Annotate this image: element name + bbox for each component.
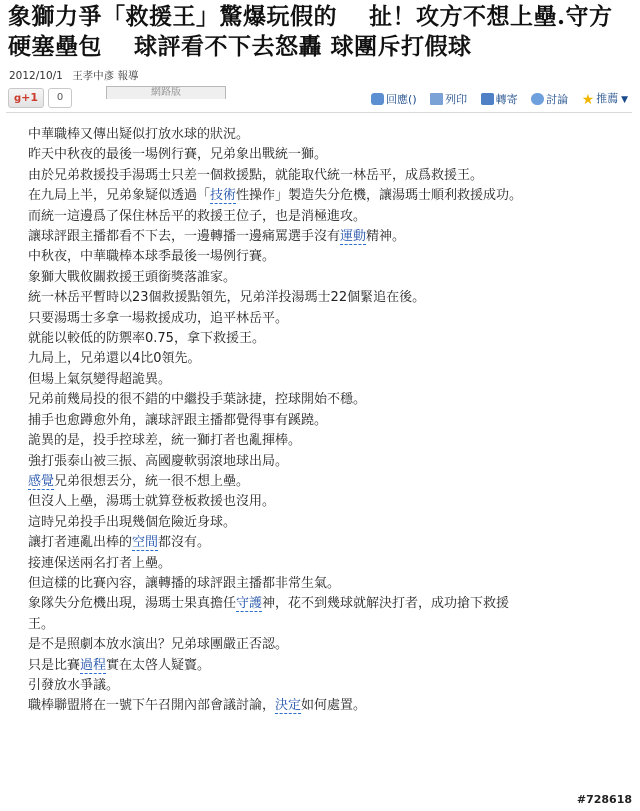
keyword-link[interactable]: 技術 bbox=[210, 188, 237, 204]
print-button[interactable]: 列印 bbox=[430, 91, 467, 107]
mail-icon bbox=[481, 93, 494, 105]
article-paragraph bbox=[28, 676, 612, 696]
paragraph-text: 兄弟很想丟分，統一很不想上壘。 bbox=[54, 473, 250, 489]
paragraph-text: 中秋夜，中華職棒本球季最後一場例行賽。 bbox=[28, 249, 276, 265]
article-paragraph bbox=[28, 370, 612, 390]
paragraph-text: 如何處置。 bbox=[301, 698, 367, 714]
chevron-down-icon: ▼ bbox=[618, 95, 628, 105]
article-paragraph bbox=[28, 145, 612, 165]
paragraph-text: 但沒人上壘，湯瑪士就算登板救援也沒用。 bbox=[28, 494, 276, 510]
keyword-link[interactable]: 運動 bbox=[340, 229, 367, 245]
paragraph-text: 但這樣的比賽內容，讓轉播的球評跟主播都非常生氣。 bbox=[28, 575, 341, 591]
article-paragraph bbox=[28, 656, 612, 676]
paragraph-text: 詭異的是，投手控球差，統一獅打者也亂揮棒。 bbox=[28, 433, 302, 449]
article-body bbox=[28, 125, 612, 717]
keyword-link[interactable]: 過程 bbox=[80, 657, 107, 673]
keyword-link[interactable]: 空間 bbox=[132, 535, 159, 551]
paragraph-text: 昨天中秋夜的最後一場例行賽，兄弟象出戰統一獅。 bbox=[28, 147, 328, 163]
article-paragraph bbox=[28, 268, 612, 288]
headline: 象獅力爭「救援王」驚爆玩假的 扯！攻方不想上壘.守方硬塞壘包 球評看不下去怒轟 球團斥打假球 bbox=[8, 3, 613, 60]
article-paragraph bbox=[28, 635, 612, 655]
google-plus-icon: g bbox=[13, 93, 22, 104]
toolbar-actions bbox=[361, 90, 628, 108]
paragraph-text: 只要湯瑪士多拿一場救援成功，追平林岳平。 bbox=[28, 310, 289, 326]
forward-button[interactable]: 轉寄 bbox=[481, 91, 518, 107]
printer-icon bbox=[430, 93, 443, 105]
article-paragraph bbox=[28, 594, 612, 614]
paragraph-text: 接連保送兩名打者上壘。 bbox=[28, 555, 172, 571]
article-paragraph bbox=[28, 615, 612, 635]
paragraph-text: 捕手也愈蹲愈外角，讓球評跟主播都覺得事有蹊蹺。 bbox=[28, 412, 328, 428]
article-paragraph bbox=[28, 696, 612, 716]
article-paragraph bbox=[28, 288, 612, 308]
keyword-link[interactable]: 感覺 bbox=[28, 473, 55, 489]
article-paragraph bbox=[28, 390, 612, 410]
paragraph-text: 象獅大戰攸關救援王頭銜獎落誰家。 bbox=[28, 269, 237, 285]
paragraph-text: 精神。 bbox=[366, 229, 406, 245]
discuss-button[interactable]: 討論 bbox=[531, 91, 568, 107]
paragraph-text: 中華職棒又傳出疑似打放水球的狀況。 bbox=[28, 127, 250, 142]
article-paragraph bbox=[28, 533, 612, 553]
thumbnail-image[interactable]: 網路版 bbox=[106, 86, 226, 99]
article-author[interactable]: 王孝中彥 報導 bbox=[72, 70, 139, 82]
paragraph-text: 引發放水爭議。 bbox=[28, 677, 120, 693]
article-paragraph bbox=[28, 452, 612, 472]
comment-icon bbox=[371, 93, 384, 105]
article-paragraph bbox=[28, 554, 612, 574]
paragraph-text: 是不是照劇本放水演出？兄弟球團嚴正否認。 bbox=[28, 637, 289, 653]
paragraph-text: 而統一這邊爲了保住林岳平的救援王位子，也是消極進攻。 bbox=[28, 208, 367, 224]
google-plus-button[interactable]: g+1 bbox=[8, 88, 44, 108]
article-paragraph bbox=[28, 186, 612, 206]
keyword-link[interactable]: 守護 bbox=[236, 596, 263, 612]
paragraph-text: 讓球評跟主播都看不下去，一邊轉播一邊痛罵選手沒有 bbox=[28, 229, 341, 245]
image-id-watermark: #728618 bbox=[576, 793, 632, 806]
article-paragraph bbox=[28, 166, 612, 186]
article-paragraph bbox=[28, 207, 612, 227]
paragraph-text: 就能以較低的防禦率0.75，拿下救援王。 bbox=[28, 331, 265, 347]
recommend-button[interactable]: ★ 推薦 ▼ bbox=[581, 92, 628, 108]
article-paragraph bbox=[28, 431, 612, 451]
paragraph-text: 統一林岳平暫時以23個救援點領先，兄弟洋投湯瑪士22個緊追在後。 bbox=[28, 290, 426, 306]
paragraph-text: 職棒聯盟將在一號下午召開內部會議討論， bbox=[28, 698, 276, 714]
article-toolbar bbox=[6, 86, 632, 113]
keyword-link[interactable]: 決定 bbox=[275, 698, 302, 714]
paragraph-text: 王。 bbox=[28, 616, 55, 632]
chat-bubble-icon bbox=[531, 93, 544, 105]
article-paragraph bbox=[28, 513, 612, 533]
star-icon: ★ bbox=[581, 92, 595, 108]
article-paragraph bbox=[28, 492, 612, 512]
paragraph-text: 都沒有。 bbox=[158, 535, 211, 551]
paragraph-text: 強打張泰山被三振、高國慶軟弱滾地球出局。 bbox=[28, 453, 289, 469]
paragraph-text: 神，花不到幾球就解決打者，成功搶下救援 bbox=[262, 596, 510, 612]
paragraph-text: 象隊失分危機出現，湯瑪士果真擔任 bbox=[28, 596, 237, 612]
paragraph-text: 九局上，兄弟還以4比0領先。 bbox=[28, 351, 201, 367]
paragraph-text: 性操作」製造失分危機，讓湯瑪士順利救援成功。 bbox=[236, 188, 523, 204]
paragraph-text: 在九局上半，兄弟象疑似透過「 bbox=[28, 188, 211, 204]
paragraph-text: 這時兄弟投手出現幾個危險近身球。 bbox=[28, 514, 237, 530]
paragraph-text: 但場上氣氛變得超詭異。 bbox=[28, 371, 172, 387]
google-plus-count: 0 bbox=[48, 88, 72, 108]
article-paragraph bbox=[28, 574, 612, 594]
article-paragraph bbox=[28, 247, 612, 267]
reply-button[interactable]: 回應() bbox=[371, 91, 417, 107]
paragraph-text: 讓打者連亂出棒的 bbox=[28, 535, 133, 551]
article-paragraph bbox=[28, 411, 612, 431]
article-paragraph bbox=[28, 472, 612, 492]
article-meta bbox=[9, 68, 145, 83]
article-paragraph bbox=[28, 227, 612, 247]
article-paragraph bbox=[28, 329, 612, 349]
article-paragraph bbox=[28, 125, 612, 145]
article-paragraph bbox=[28, 309, 612, 329]
article-paragraph bbox=[28, 349, 612, 369]
paragraph-text: 實在太啓人疑竇。 bbox=[106, 657, 211, 673]
paragraph-text: 由於兄弟救援投手湯瑪士只差一個救援點，就能取代統一林岳平，成爲救援王。 bbox=[28, 167, 484, 183]
paragraph-text: 只是比賽 bbox=[28, 657, 81, 673]
paragraph-text: 兄弟前幾局投的很不錯的中繼投手葉詠捷，控球開始不穩。 bbox=[28, 392, 367, 408]
article-date: 2012/10/1 bbox=[9, 70, 63, 82]
